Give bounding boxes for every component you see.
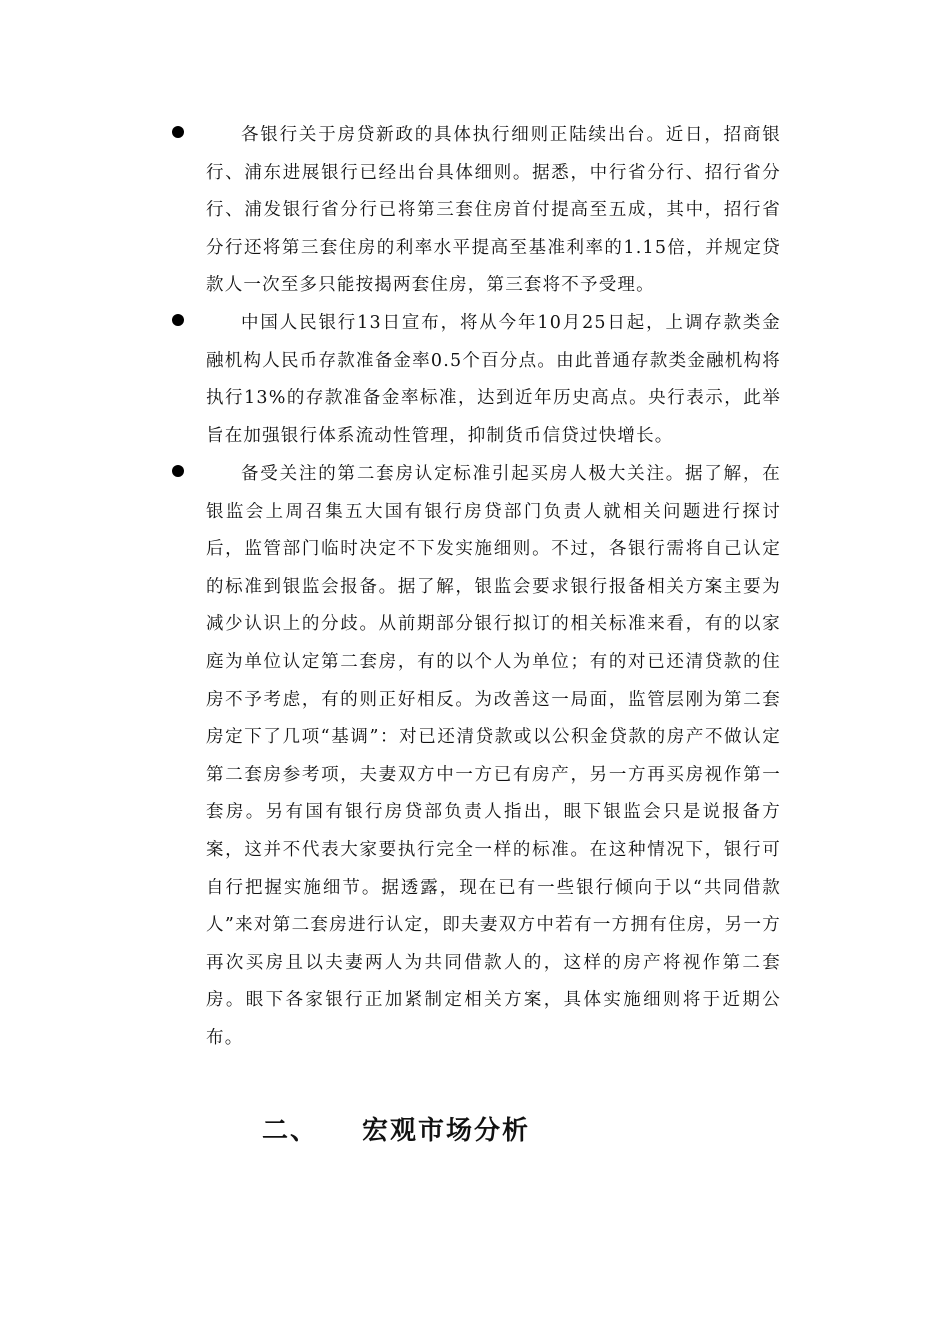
bullet-paragraph: 各银行关于房贷新政的具体执行细则正陆续出台。近日，招商银行、浦东进展银行已经出台具体细则。据悉，中行省分行、招行省分行、浦发银行省分行已将第三套住房首付提高至五成，其中，招行省分行还将第三套住房的利率水平提高至基准利率的1.15倍，并规定贷款人一次至多只能按揭两套住房，第三套将不予受理。 xyxy=(206,125,781,296)
bullet-paragraph: 中国人民银行13日宣布，将从今年10月25日起，上调存款类金融机构人民币存款准备金率0.5个百分点。由此普通存款类金融机构将执行13%的存款准备金率标准，达到近年历史高点。央行表示，此举旨在加强银行体系流动性管理，抑制货币信贷过快增长。 xyxy=(206,313,781,446)
section-number: 二、 xyxy=(262,1116,319,1146)
section-heading xyxy=(262,1110,530,1147)
section-title: 宏观市场分析 xyxy=(362,1116,531,1146)
bullet-item xyxy=(168,305,788,455)
bullet-dot-icon xyxy=(172,126,184,138)
bullet-paragraph: 备受关注的第二套房认定标准引起买房人极大关注。据了解，在银监会上周召集五大国有银行房贷部门负责人就相关问题进行探讨后，监管部门临时决定不下发实施细则。不过，各银行需将自己认定的标准到银监会报备。据了解，银监会要求银行报备相关方案主要为减少认识上的分歧。从前期部分银行拟订的相关标准来看，有的以家庭为单位认定第二套房，有的以个人为单位；有的对已还清贷款的住房不予考虑，有的则正好相反。为改善这一局面，监管层刚为第二套房定下了几项“基调”：对已还清贷款或以公积金贷款的房产不做认定第二套房参考项，夫妻双方中一方已有房产，另一方再买房视作第一套房。另有国有银行房贷部负责人指出，眼下银监会只是说报备方案，这并不代表大家要执行完全一样的标准。在这种情况下，银行可自行把握实施细节。据透露，现在已有一些银行倾向于以“共同借款人”来对第二套房进行认定，即夫妻双方中若有一方拥有住房，另一方再次买房且以夫妻两人为共同借款人的，这样的房产将视作第二套房。眼下各家银行正加紧制定相关方案，具体实施细则将于近期公布。 xyxy=(206,464,781,1048)
bullet-dot-icon xyxy=(172,314,184,326)
bullet-item xyxy=(168,117,788,305)
bullet-dot-icon xyxy=(172,465,184,477)
bullet-item xyxy=(168,456,788,1058)
